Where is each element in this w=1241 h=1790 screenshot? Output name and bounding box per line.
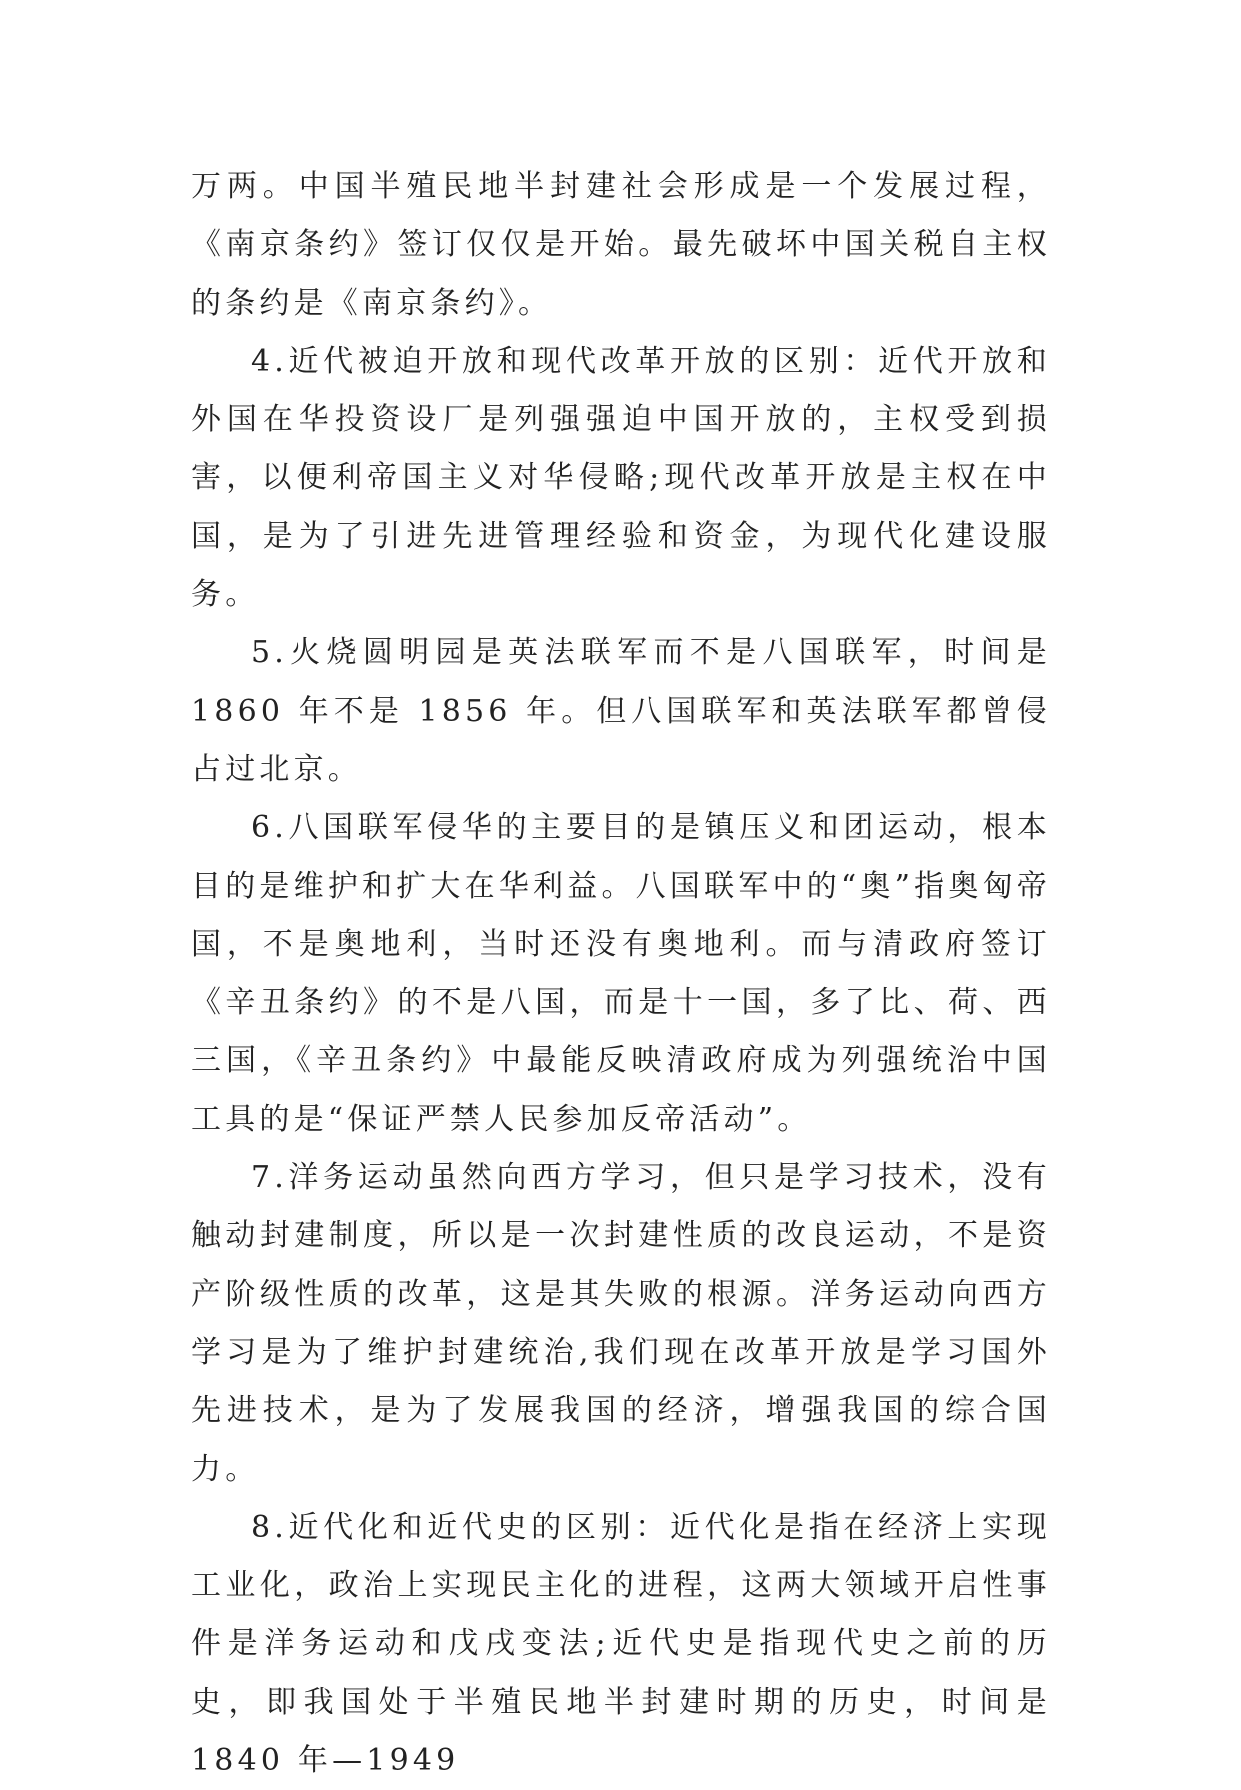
- paragraph-item-5: 5.火烧圆明园是英法联军而不是八国联军，时间是 1860 年不是 1856 年。但八国联军和英法联军都曾侵占过北京。: [191, 635, 1051, 787]
- paragraph-item-6: 6.八国联军侵华的主要目的是镇压义和团运动，根本目的是维护和扩大在华利益。八国联军中的“奥”指奥匈帝国，不是奥地利，当时还没有奥地利。而与清政府签订《辛丑条约》的不是八国，而是十一国，多了比、荷、西三国，《辛丑条约》中最能反映清政府成为列强统治中国工具的是“保证严禁人民参加反帝活动”。: [191, 810, 1051, 1137]
- paragraph-item-7: 7.洋务运动虽然向西方学习，但只是学习技术，没有触动封建制度，所以是一次封建性质的改良运动，不是资产阶级性质的改革，这是其失败的根源。洋务运动向西方学习是为了维护封建统治,我们现在改革开放是学习国外先进技术，是为了发展我国的经济，增强我国的综合国力。: [191, 1160, 1051, 1487]
- paragraph-item-4: 4.近代被迫开放和现代改革开放的区别：近代开放和外国在华投资设厂是列强强迫中国开放的，主权受到损害，以便利帝国主义对华侵略;现代改革开放是主权在中国，是为了引进先进管理经验和资金，为现代化建设服务。: [191, 343, 1051, 613]
- document-body: [191, 158, 1051, 1790]
- paragraph-item-8: 8.近代化和近代史的区别：近代化是指在经济上实现工业化，政治上实现民主化的进程，这两大领域开启性事件是洋务运动和戊戌变法;近代史是指现代史之前的历史，即我国处于半殖民地半封建时期的历史，时间是 1840 年—1949: [191, 1509, 1051, 1779]
- paragraph-continuation: 万两。中国半殖民地半封建社会形成是一个发展过程，《南京条约》签订仅仅是开始。最先破坏中国关税自主权的条约是《南京条约》。: [191, 169, 1051, 321]
